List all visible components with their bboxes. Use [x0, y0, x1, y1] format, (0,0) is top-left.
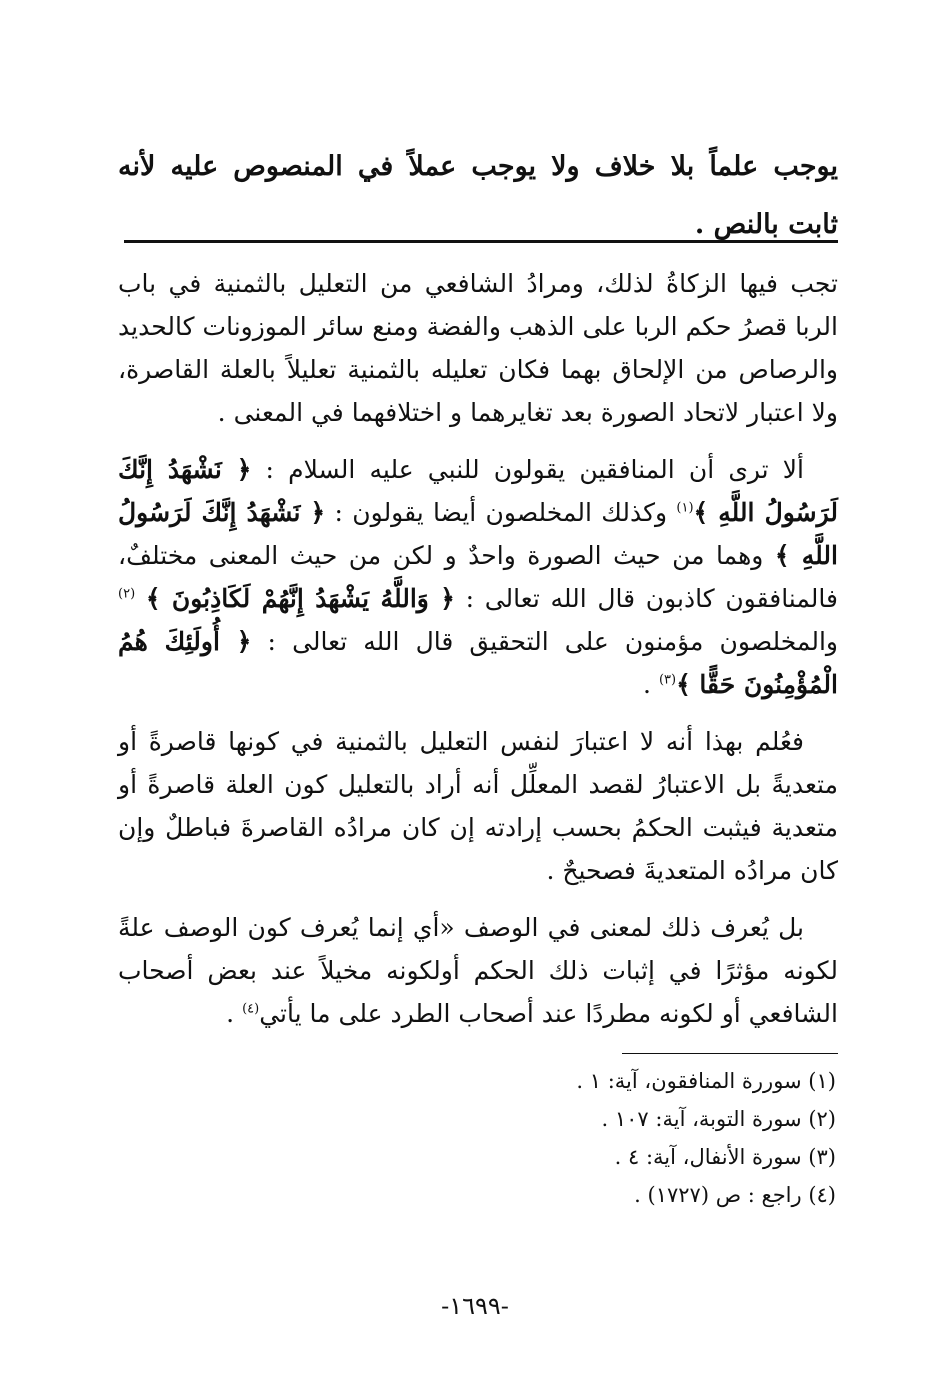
section-divider — [124, 240, 838, 243]
page-number: -١٦٩٩- — [441, 1292, 509, 1320]
text-segment: والمخلصون مؤمنون على التحقيق قال الله تعالى : — [267, 627, 839, 656]
footnote-1: (١) سوررة المنافقون، آية: ١ . — [576, 1069, 836, 1093]
footnote-ref-3: (٣) — [658, 672, 677, 688]
text-segment: ألا ترى أن المنافقين يقولون للنبي عليه السلام : — [265, 455, 804, 484]
footnote-ref-2: (٢) — [118, 586, 136, 602]
footnote-ref-4: (٤) — [242, 1001, 260, 1017]
quran-verse-2: ﴿ نَشْهَدُ إِنَّكَ لَرَسُولُ اللَّهِ ﴾ — [118, 498, 838, 570]
paragraph-munafiqun — [118, 448, 838, 706]
quran-verse-4: ﴿ أُولَئِكَ هُمُ الْمُؤْمِنُونَ حَقًّا ﴾ — [118, 627, 838, 699]
footnote-3: (٣) سورة الأنفال، آية: ٤ . — [614, 1145, 836, 1169]
paragraph-itibar: فعُلم بهذا أنه لا اعتبارَ لنفس التعليل بالثمنية في كونها قاصرةً أو متعديةً بل الاعتبارُ لقصد المعلِّل أنه أراد بالتعليل كون العلة قاصرةً أو متعدية فيثبت الحكمُ بحسب إرادته إن كان مرادُه القاصرةَ فباطلٌ وإن كان مرادُه المتعديةَ فصحيحٌ . — [118, 727, 838, 885]
quran-verse-3: ﴿ وَاللَّهُ يَشْهَدُ إِنَّهُمْ لَكَاذِبُونَ ﴾ — [145, 584, 455, 613]
text-segment: وكذلك المخلصون أيضا يقولون : — [334, 498, 677, 527]
text-segment: . — [226, 999, 243, 1028]
text-segment: وهما من حيث الصورة واحدٌ و لكن من حيث المعنى مختلفٌ، فالمنافقون كاذبون قال الله تعالى : — [118, 541, 838, 613]
quran-verse-1: ﴿ نَشْهَدُ إِنَّكَ لَرَسُولُ اللَّهِ ﴾ — [118, 455, 839, 527]
footnote-divider — [622, 1053, 838, 1054]
paragraph-thamaniyya: تجب فيها الزكاةُ لذلك، ومرادُ الشافعي من التعليل بالثمنية في باب الربا قصرُ حكم الربا على الذهب والفضة ومنع سائر الموزونات كالحديد والرصاص من الإلحاق بهما فكان تعليله بالثمنية تعليلاً بالعلة القاصرة، ولا اعتبار لاتحاد الصورة بعد تغايرهما و اختلافهما في المعنى . — [118, 269, 838, 427]
main-body — [118, 262, 838, 1049]
footnote-4: (٤) راجع : ص (١٧٢٧) . — [634, 1183, 836, 1207]
footnotes — [436, 1062, 836, 1214]
text-segment: . — [643, 670, 659, 699]
carryover-text: يوجب علماً بلا خلاف ولا يوجب عملاً في المنصوص عليه لأنه ثابت بالنص . — [118, 151, 838, 240]
footnote-2: (٢) سورة التوبة، آية: ١٠٧ . — [601, 1107, 836, 1131]
text-segment: بل يُعرف ذلك لمعنى في الوصف «أي إنما يُعرف كون الوصف علةً لكونه مؤثرًا في إثبات ذلك الحكم أولكونه مخيلاً عند بعض أصحاب الشافعي أو لكونه مطردًا عند أصحاب الطرد على ما يأتي — [118, 913, 838, 1028]
footnote-ref-1: (١) — [676, 500, 694, 516]
paragraph-wasf — [118, 906, 838, 1035]
